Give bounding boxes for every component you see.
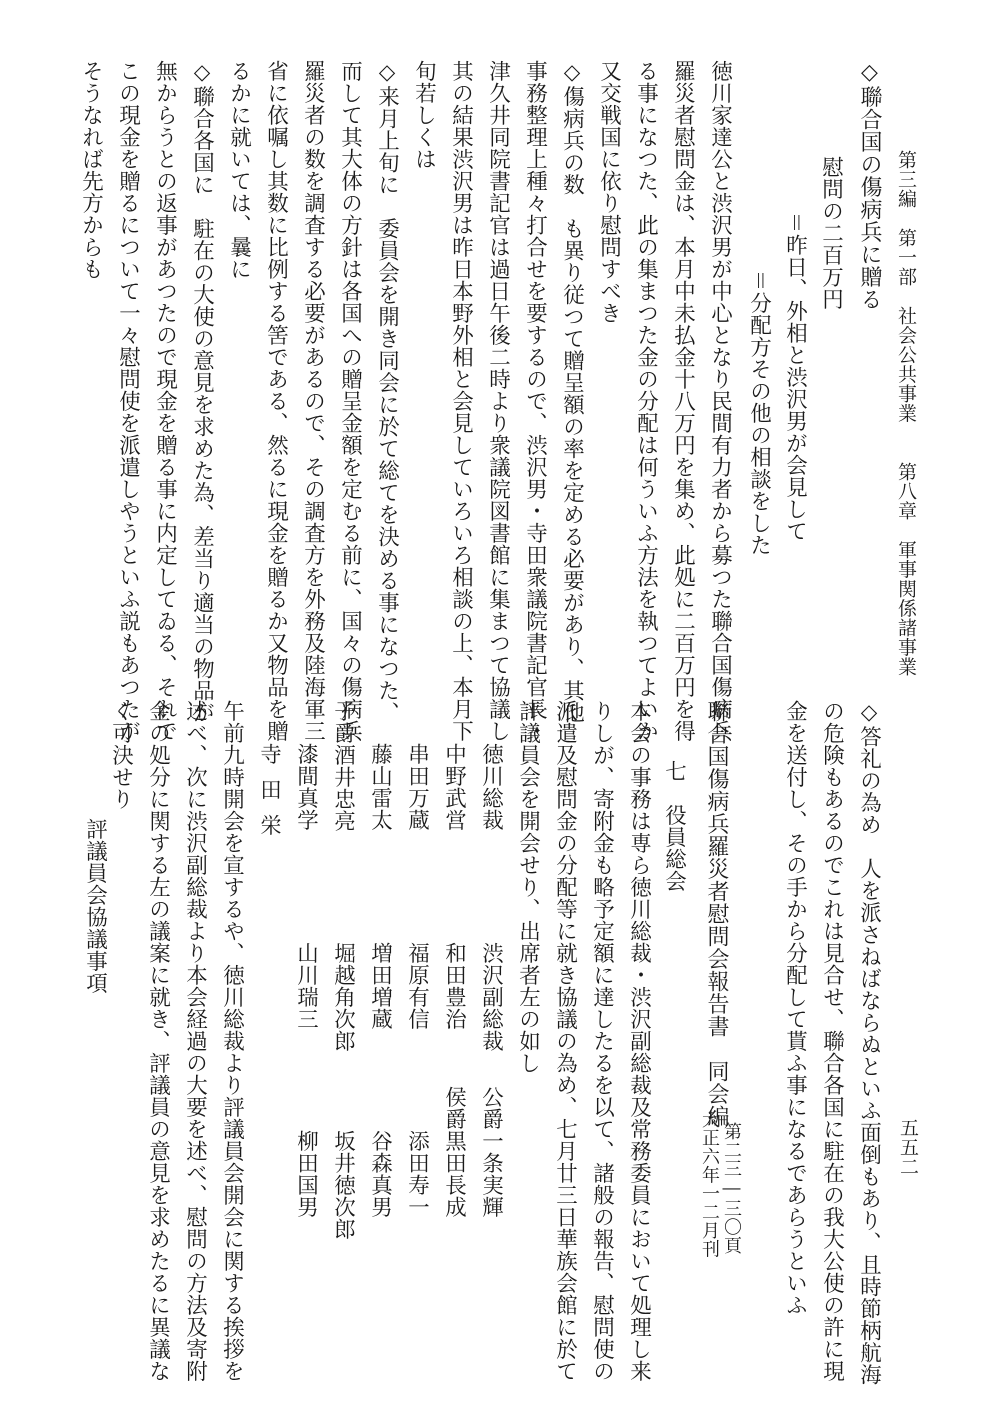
attendee-name: 侯爵黒田長成 bbox=[441, 1086, 467, 1218]
body-line: る事になつた、此の集まつた金の分配は何ういふ方法を執つてよいか bbox=[633, 60, 659, 742]
body-line: 午前九時開会を宣するや、徳川総裁より評議員会開会に関する挨拶を bbox=[219, 700, 245, 1382]
running-head: 第三編 第一部 社会公共事業 第八章 軍事関係諸事業 bbox=[895, 150, 917, 677]
attendee-name: 柳田国男 bbox=[293, 1130, 319, 1218]
attendee-name: 福原有信 bbox=[404, 942, 430, 1030]
page-number: 五五二 bbox=[897, 1118, 919, 1177]
attendee-name: 谷森真男 bbox=[367, 1130, 393, 1218]
attendee-name: 山川瑞三 bbox=[293, 942, 319, 1030]
report-title: 聯合国傷病兵羅災者慰問会報告書 同会編 bbox=[704, 700, 729, 1128]
attendee-name: 坂井徳次郎 bbox=[330, 1130, 356, 1240]
article-subheading-2: ＝昨日、外相と渋沢男が会見して bbox=[782, 212, 808, 542]
body-line: 事務整理上種々打合せを要するので、渋沢男・寺田衆議院書記官長・ bbox=[522, 60, 548, 742]
body-line: 徳川家達公と渋沢男が中心となり民間有力者から募つた聯合国傷病兵 bbox=[707, 60, 733, 742]
body-line: ◇傷病兵の数 も異り従つて贈呈額の率を定める必要があり、其他 bbox=[559, 60, 585, 724]
body-line: 本会の事務は専ら徳川総裁・渋沢副総裁及常務委員において処理し来 bbox=[626, 700, 652, 1382]
body-line: 金の処分に関する左の議案に就き、評議員の意見を求めたるに異議な bbox=[145, 700, 171, 1382]
body-line: 羅災者の数を調査する必要があるので、その調査方を外務及陸海軍三 bbox=[300, 60, 326, 742]
article-heading: ◇聯合国の傷病兵に贈る bbox=[857, 60, 882, 311]
body-line: 評議員会を開会せり、出席者左の如し bbox=[515, 700, 541, 1074]
attendee-name: 徳川総裁 bbox=[478, 743, 504, 831]
attendee-name: 串田万蔵 bbox=[404, 743, 430, 831]
attendee-name: 渋沢副総裁 bbox=[478, 942, 504, 1052]
article-subheading-3: ＝分配方その他の相談をした bbox=[746, 270, 772, 556]
body-line: るかに就いては、曩に bbox=[226, 60, 252, 280]
body-line: 而して其大体の方針は各国への贈呈金額を定むる前に、国々の傷病兵 bbox=[337, 60, 363, 742]
agenda-heading: 評議員会協議事項 bbox=[82, 818, 108, 994]
body-line: 述べ、次に渋沢副総裁より本会経過の大要を述べ、慰問の方法及寄附 bbox=[182, 700, 208, 1382]
body-line: 無からうとの返事があつたので現金を贈る事に内定してゐる、それで bbox=[152, 60, 178, 742]
body-line: ◇来月上旬に 委員会を開き同会に於て総てを決める事になつた、 bbox=[374, 60, 400, 724]
body-line: 津久井同院書記官は過日午後二時より衆議院図書館に集まつて協議し bbox=[485, 60, 511, 742]
body-line: りしが、寄附金も略予定額に達したるを以て、諸般の報告、慰問使の bbox=[589, 700, 615, 1382]
body-line: く可決せり bbox=[108, 700, 134, 810]
attendee-name: 漆間真学 bbox=[293, 743, 319, 831]
attendee-name: 和田豊治 bbox=[441, 942, 467, 1030]
body-line: この現金を贈るについて一々慰問使を派遣しやうといふ説もあつたが bbox=[115, 60, 141, 742]
body-line: そうなれば先方からも bbox=[78, 60, 104, 280]
attendee-name: 堀越角次郎 bbox=[330, 942, 356, 1052]
body-line: ◇答礼の為め 人を派さねばならぬといふ面倒もあり、且時節柄航海 bbox=[856, 700, 882, 1386]
report-source-pages: 第二三―三〇頁 bbox=[721, 1122, 742, 1255]
body-line: 派遣及慰問金の分配等に就き協議の為め、七月廿三日華族会館に於て bbox=[552, 700, 578, 1382]
body-line: ◇聯合各国に 駐在の大使の意見を求めた為、差当り適当の物品が bbox=[189, 60, 215, 724]
attendee-name: 添田寿一 bbox=[404, 1130, 430, 1218]
body-line: 旬若しくは bbox=[411, 60, 437, 170]
attendee-name: 増田増蔵 bbox=[367, 942, 393, 1030]
body-line: 其の結果渋沢男は昨日本野外相と会見していろいろ相談の上、本月下 bbox=[448, 60, 474, 742]
article-subheading-1: 慰問の二百万円 bbox=[818, 156, 844, 310]
attendee-name: 中野武営 bbox=[441, 743, 467, 831]
body-line: 又交戦国に依り慰問すべき bbox=[596, 60, 622, 324]
section-heading: 七 役員総会 bbox=[661, 760, 687, 892]
attendee-name: 藤山雷太 bbox=[367, 743, 393, 831]
body-line: 省に依嘱し其数に比例する筈である、然るに現金を贈るか又物品を贈 bbox=[263, 60, 289, 742]
body-line: 金を送付し、その手から分配して貰ふ事になるであらうといふ bbox=[782, 700, 808, 1316]
attendee-name: 公爵一条実輝 bbox=[478, 1086, 504, 1218]
body-line: の危険もあるのでこれは見合せ、聯合各国に駐在の我大公使の許に現 bbox=[819, 700, 845, 1382]
attendee-name: 寺田栄 bbox=[256, 743, 282, 850]
body-line: 羅災者慰問金は、本月中未払金十八万円を集め、此処に二百万円を得 bbox=[670, 60, 696, 742]
report-source-date: 大正六年一二月刊 bbox=[699, 1110, 720, 1258]
attendee-name: 子爵酒井忠亮 bbox=[330, 700, 356, 832]
